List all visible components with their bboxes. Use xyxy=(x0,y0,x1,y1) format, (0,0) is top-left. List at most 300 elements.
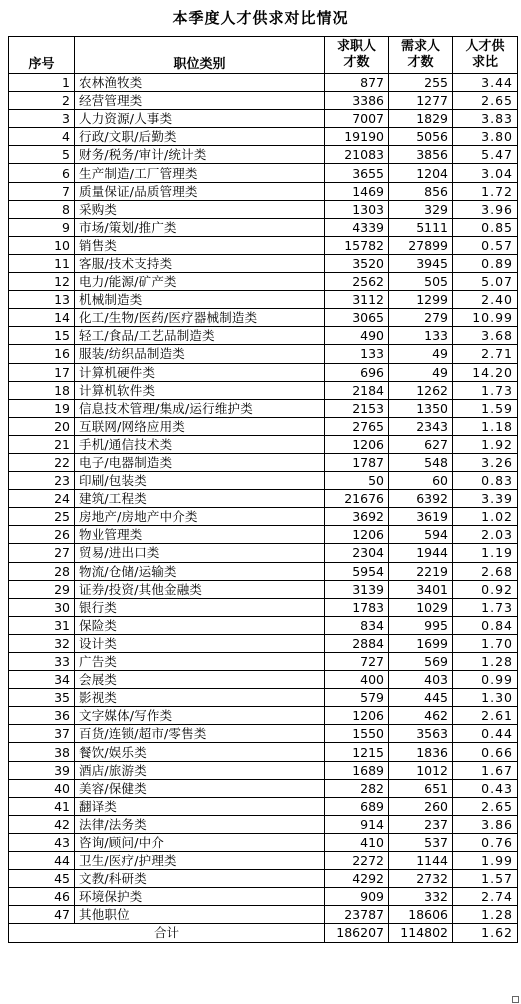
row-supply: 1206 xyxy=(325,526,389,544)
row-category: 影视类 xyxy=(75,689,325,707)
row-id: 45 xyxy=(9,870,75,888)
row-id: 37 xyxy=(9,725,75,743)
row-ratio: 2.61 xyxy=(453,707,518,725)
row-demand: 49 xyxy=(389,345,453,363)
row-supply: 834 xyxy=(325,616,389,634)
row-id: 33 xyxy=(9,653,75,671)
table-row xyxy=(9,309,518,327)
header-supply xyxy=(325,37,389,74)
table-row xyxy=(9,689,518,707)
row-category: 信息技术管理/集成/运行维护类 xyxy=(75,399,325,417)
total-label: 合计 xyxy=(9,924,325,942)
row-demand: 569 xyxy=(389,653,453,671)
table-row xyxy=(9,236,518,254)
table-row xyxy=(9,381,518,399)
row-supply: 1206 xyxy=(325,707,389,725)
row-supply: 282 xyxy=(325,779,389,797)
row-category: 其他职位 xyxy=(75,906,325,924)
row-supply: 23787 xyxy=(325,906,389,924)
row-demand: 445 xyxy=(389,689,453,707)
row-demand: 3856 xyxy=(389,146,453,164)
row-category: 建筑/工程类 xyxy=(75,490,325,508)
row-id: 38 xyxy=(9,743,75,761)
row-id: 12 xyxy=(9,273,75,291)
row-id: 35 xyxy=(9,689,75,707)
row-demand: 651 xyxy=(389,779,453,797)
row-supply: 15782 xyxy=(325,236,389,254)
row-ratio: 3.44 xyxy=(453,74,518,92)
row-id: 18 xyxy=(9,381,75,399)
table-row xyxy=(9,92,518,110)
row-ratio: 0.92 xyxy=(453,580,518,598)
row-id: 36 xyxy=(9,707,75,725)
row-category: 百货/连锁/超市/零售类 xyxy=(75,725,325,743)
row-category: 文字媒体/写作类 xyxy=(75,707,325,725)
row-id: 8 xyxy=(9,200,75,218)
row-category: 人力资源/人事类 xyxy=(75,110,325,128)
row-demand: 49 xyxy=(389,363,453,381)
row-ratio: 1.28 xyxy=(453,906,518,924)
row-id: 17 xyxy=(9,363,75,381)
total-ratio: 1.62 xyxy=(453,924,518,942)
row-id: 41 xyxy=(9,797,75,815)
row-demand: 3945 xyxy=(389,254,453,272)
row-ratio: 1.70 xyxy=(453,634,518,652)
row-category: 保险类 xyxy=(75,616,325,634)
row-demand: 60 xyxy=(389,472,453,490)
row-demand: 1829 xyxy=(389,110,453,128)
row-demand: 627 xyxy=(389,435,453,453)
table-row xyxy=(9,815,518,833)
row-id: 20 xyxy=(9,417,75,435)
row-id: 9 xyxy=(9,218,75,236)
row-supply: 4339 xyxy=(325,218,389,236)
row-id: 16 xyxy=(9,345,75,363)
table-row xyxy=(9,182,518,200)
row-category: 物流/仓储/运输类 xyxy=(75,562,325,580)
row-id: 25 xyxy=(9,508,75,526)
row-demand: 1944 xyxy=(389,544,453,562)
row-id: 1 xyxy=(9,74,75,92)
row-supply: 50 xyxy=(325,472,389,490)
row-category: 餐饮/娱乐类 xyxy=(75,743,325,761)
row-id: 29 xyxy=(9,580,75,598)
row-demand: 2219 xyxy=(389,562,453,580)
row-supply: 3112 xyxy=(325,291,389,309)
header-ratio-line2: 求比 xyxy=(471,55,498,70)
row-supply: 4292 xyxy=(325,870,389,888)
row-ratio: 10.99 xyxy=(453,309,518,327)
row-supply: 1550 xyxy=(325,725,389,743)
row-demand: 1299 xyxy=(389,291,453,309)
table-body xyxy=(9,74,518,924)
row-ratio: 2.65 xyxy=(453,797,518,815)
table-row xyxy=(9,544,518,562)
row-demand: 329 xyxy=(389,200,453,218)
row-supply: 2272 xyxy=(325,852,389,870)
row-ratio: 1.30 xyxy=(453,689,518,707)
supply-demand-table xyxy=(8,36,518,943)
row-id: 24 xyxy=(9,490,75,508)
row-demand: 27899 xyxy=(389,236,453,254)
row-demand: 133 xyxy=(389,327,453,345)
table-row xyxy=(9,888,518,906)
row-demand: 403 xyxy=(389,671,453,689)
row-supply: 727 xyxy=(325,653,389,671)
row-ratio: 0.99 xyxy=(453,671,518,689)
row-id: 2 xyxy=(9,92,75,110)
row-ratio: 2.03 xyxy=(453,526,518,544)
table-row xyxy=(9,653,518,671)
row-id: 13 xyxy=(9,291,75,309)
total-demand: 114802 xyxy=(389,924,453,942)
row-ratio: 1.72 xyxy=(453,182,518,200)
table-row xyxy=(9,870,518,888)
table-row xyxy=(9,797,518,815)
row-id: 44 xyxy=(9,852,75,870)
row-ratio: 1.28 xyxy=(453,653,518,671)
row-supply: 19190 xyxy=(325,128,389,146)
header-supply-line1: 求职人 xyxy=(336,39,376,54)
row-ratio: 3.68 xyxy=(453,327,518,345)
row-supply: 2884 xyxy=(325,634,389,652)
row-category: 客服/技术支持类 xyxy=(75,254,325,272)
row-demand: 2343 xyxy=(389,417,453,435)
row-id: 46 xyxy=(9,888,75,906)
row-demand: 260 xyxy=(389,797,453,815)
table-row xyxy=(9,906,518,924)
header-supply-line2: 才数 xyxy=(343,55,370,70)
row-ratio: 5.47 xyxy=(453,146,518,164)
row-id: 3 xyxy=(9,110,75,128)
row-supply: 1303 xyxy=(325,200,389,218)
row-ratio: 1.99 xyxy=(453,852,518,870)
row-category: 咨询/顾问/中介 xyxy=(75,833,325,851)
row-category: 采购类 xyxy=(75,200,325,218)
row-id: 10 xyxy=(9,236,75,254)
row-ratio: 14.20 xyxy=(453,363,518,381)
row-ratio: 0.66 xyxy=(453,743,518,761)
row-demand: 1836 xyxy=(389,743,453,761)
row-supply: 1206 xyxy=(325,435,389,453)
row-category: 法律/法务类 xyxy=(75,815,325,833)
row-category: 物业管理类 xyxy=(75,526,325,544)
row-ratio: 0.57 xyxy=(453,236,518,254)
row-category: 财务/税务/审计/统计类 xyxy=(75,146,325,164)
table-row xyxy=(9,453,518,471)
row-demand: 594 xyxy=(389,526,453,544)
header-demand-line1: 需求人 xyxy=(400,39,440,54)
header-id: 序号 xyxy=(9,37,75,74)
row-supply: 1469 xyxy=(325,182,389,200)
table-row xyxy=(9,128,518,146)
row-demand: 3563 xyxy=(389,725,453,743)
row-supply: 21083 xyxy=(325,146,389,164)
row-demand: 1012 xyxy=(389,761,453,779)
table-row xyxy=(9,254,518,272)
table-row xyxy=(9,200,518,218)
row-demand: 1029 xyxy=(389,598,453,616)
table-header-row xyxy=(9,37,518,74)
row-ratio: 0.85 xyxy=(453,218,518,236)
row-demand: 5111 xyxy=(389,218,453,236)
row-id: 43 xyxy=(9,833,75,851)
row-demand: 6392 xyxy=(389,490,453,508)
page-title: 本季度人才供求对比情况 xyxy=(172,9,349,27)
row-category: 美容/保健类 xyxy=(75,779,325,797)
row-id: 31 xyxy=(9,616,75,634)
table-row xyxy=(9,291,518,309)
row-id: 22 xyxy=(9,453,75,471)
row-supply: 696 xyxy=(325,363,389,381)
row-ratio: 0.76 xyxy=(453,833,518,851)
table-row xyxy=(9,616,518,634)
table-row xyxy=(9,580,518,598)
row-category: 机械制造类 xyxy=(75,291,325,309)
table-row xyxy=(9,490,518,508)
table-row xyxy=(9,598,518,616)
row-ratio: 0.84 xyxy=(453,616,518,634)
table-row xyxy=(9,852,518,870)
row-category: 设计类 xyxy=(75,634,325,652)
row-supply: 400 xyxy=(325,671,389,689)
table-row xyxy=(9,526,518,544)
row-category: 农林渔牧类 xyxy=(75,74,325,92)
table-row xyxy=(9,146,518,164)
row-category: 行政/文职/后勤类 xyxy=(75,128,325,146)
header-demand xyxy=(389,37,453,74)
row-demand: 237 xyxy=(389,815,453,833)
row-ratio: 2.68 xyxy=(453,562,518,580)
row-supply: 3692 xyxy=(325,508,389,526)
row-ratio: 0.44 xyxy=(453,725,518,743)
row-category: 质量保证/品质管理类 xyxy=(75,182,325,200)
table-row xyxy=(9,363,518,381)
row-supply: 689 xyxy=(325,797,389,815)
row-category: 计算机硬件类 xyxy=(75,363,325,381)
row-demand: 2732 xyxy=(389,870,453,888)
row-supply: 3065 xyxy=(325,309,389,327)
row-demand: 1144 xyxy=(389,852,453,870)
row-ratio: 1.57 xyxy=(453,870,518,888)
resize-handle[interactable] xyxy=(512,996,519,1003)
row-category: 翻译类 xyxy=(75,797,325,815)
row-demand: 548 xyxy=(389,453,453,471)
row-demand: 3619 xyxy=(389,508,453,526)
row-ratio: 3.80 xyxy=(453,128,518,146)
row-category: 证券/投资/其他金融类 xyxy=(75,580,325,598)
row-category: 互联网/网络应用类 xyxy=(75,417,325,435)
row-category: 会展类 xyxy=(75,671,325,689)
table-row xyxy=(9,218,518,236)
row-demand: 332 xyxy=(389,888,453,906)
row-ratio: 0.89 xyxy=(453,254,518,272)
row-ratio: 1.18 xyxy=(453,417,518,435)
row-supply: 490 xyxy=(325,327,389,345)
row-category: 环境保护类 xyxy=(75,888,325,906)
row-ratio: 3.26 xyxy=(453,453,518,471)
row-supply: 133 xyxy=(325,345,389,363)
row-id: 34 xyxy=(9,671,75,689)
row-category: 经营管理类 xyxy=(75,92,325,110)
row-ratio: 1.92 xyxy=(453,435,518,453)
row-category: 计算机软件类 xyxy=(75,381,325,399)
table-row xyxy=(9,110,518,128)
table-row xyxy=(9,435,518,453)
row-id: 40 xyxy=(9,779,75,797)
table-row xyxy=(9,345,518,363)
row-supply: 5954 xyxy=(325,562,389,580)
table-row xyxy=(9,761,518,779)
row-supply: 909 xyxy=(325,888,389,906)
table-row xyxy=(9,779,518,797)
row-category: 市场/策划/推广类 xyxy=(75,218,325,236)
row-id: 42 xyxy=(9,815,75,833)
row-supply: 1787 xyxy=(325,453,389,471)
table-row xyxy=(9,562,518,580)
row-id: 21 xyxy=(9,435,75,453)
row-ratio: 1.73 xyxy=(453,381,518,399)
table-row xyxy=(9,725,518,743)
row-supply: 2184 xyxy=(325,381,389,399)
row-ratio: 2.71 xyxy=(453,345,518,363)
row-id: 19 xyxy=(9,399,75,417)
row-id: 28 xyxy=(9,562,75,580)
row-category: 广告类 xyxy=(75,653,325,671)
table-row xyxy=(9,472,518,490)
table-row xyxy=(9,74,518,92)
row-demand: 505 xyxy=(389,273,453,291)
row-category: 电子/电器制造类 xyxy=(75,453,325,471)
row-id: 27 xyxy=(9,544,75,562)
table-row xyxy=(9,273,518,291)
row-category: 生产制造/工厂管理类 xyxy=(75,164,325,182)
row-category: 手机/通信技术类 xyxy=(75,435,325,453)
row-demand: 856 xyxy=(389,182,453,200)
row-demand: 995 xyxy=(389,616,453,634)
header-category: 职位类别 xyxy=(75,37,325,74)
row-id: 39 xyxy=(9,761,75,779)
row-supply: 579 xyxy=(325,689,389,707)
row-supply: 2765 xyxy=(325,417,389,435)
row-demand: 1204 xyxy=(389,164,453,182)
row-id: 32 xyxy=(9,634,75,652)
table-row xyxy=(9,399,518,417)
table-row xyxy=(9,671,518,689)
row-category: 酒店/旅游类 xyxy=(75,761,325,779)
row-ratio: 2.74 xyxy=(453,888,518,906)
row-id: 7 xyxy=(9,182,75,200)
row-supply: 2562 xyxy=(325,273,389,291)
row-demand: 5056 xyxy=(389,128,453,146)
table-row xyxy=(9,327,518,345)
table-row xyxy=(9,707,518,725)
row-id: 6 xyxy=(9,164,75,182)
row-demand: 3401 xyxy=(389,580,453,598)
row-category: 化工/生物/医药/医疗器械制造类 xyxy=(75,309,325,327)
header-ratio xyxy=(453,37,518,74)
row-supply: 2153 xyxy=(325,399,389,417)
total-row xyxy=(9,924,518,942)
row-ratio: 3.04 xyxy=(453,164,518,182)
row-ratio: 1.73 xyxy=(453,598,518,616)
header-ratio-line1: 人才供 xyxy=(465,39,505,54)
row-demand: 1350 xyxy=(389,399,453,417)
row-demand: 18606 xyxy=(389,906,453,924)
row-ratio: 0.43 xyxy=(453,779,518,797)
row-id: 30 xyxy=(9,598,75,616)
total-supply: 186207 xyxy=(325,924,389,942)
row-supply: 3520 xyxy=(325,254,389,272)
table-row xyxy=(9,743,518,761)
row-supply: 1689 xyxy=(325,761,389,779)
row-category: 房地产/房地产中介类 xyxy=(75,508,325,526)
row-category: 印刷/包装类 xyxy=(75,472,325,490)
table-row xyxy=(9,417,518,435)
row-id: 47 xyxy=(9,906,75,924)
row-category: 卫生/医疗/护理类 xyxy=(75,852,325,870)
row-id: 23 xyxy=(9,472,75,490)
row-supply: 21676 xyxy=(325,490,389,508)
row-ratio: 2.40 xyxy=(453,291,518,309)
row-category: 销售类 xyxy=(75,236,325,254)
row-supply: 3139 xyxy=(325,580,389,598)
row-ratio: 5.07 xyxy=(453,273,518,291)
row-ratio: 1.59 xyxy=(453,399,518,417)
row-demand: 1699 xyxy=(389,634,453,652)
table-row xyxy=(9,508,518,526)
row-category: 贸易/进出口类 xyxy=(75,544,325,562)
row-demand: 462 xyxy=(389,707,453,725)
row-ratio: 2.65 xyxy=(453,92,518,110)
row-id: 14 xyxy=(9,309,75,327)
row-supply: 3655 xyxy=(325,164,389,182)
row-ratio: 0.83 xyxy=(453,472,518,490)
row-ratio: 1.02 xyxy=(453,508,518,526)
row-supply: 1783 xyxy=(325,598,389,616)
row-category: 服装/纺织品制造类 xyxy=(75,345,325,363)
row-demand: 255 xyxy=(389,74,453,92)
row-demand: 1262 xyxy=(389,381,453,399)
table-row xyxy=(9,634,518,652)
row-supply: 410 xyxy=(325,833,389,851)
row-category: 银行类 xyxy=(75,598,325,616)
row-id: 4 xyxy=(9,128,75,146)
row-id: 5 xyxy=(9,146,75,164)
header-demand-line2: 才数 xyxy=(407,55,434,70)
row-supply: 1215 xyxy=(325,743,389,761)
table-row xyxy=(9,164,518,182)
row-category: 电力/能源/矿产类 xyxy=(75,273,325,291)
row-ratio: 1.19 xyxy=(453,544,518,562)
row-category: 文教/科研类 xyxy=(75,870,325,888)
row-category: 轻工/食品/工艺品制造类 xyxy=(75,327,325,345)
row-demand: 279 xyxy=(389,309,453,327)
row-ratio: 3.86 xyxy=(453,815,518,833)
row-ratio: 3.39 xyxy=(453,490,518,508)
row-supply: 7007 xyxy=(325,110,389,128)
row-demand: 537 xyxy=(389,833,453,851)
row-ratio: 1.67 xyxy=(453,761,518,779)
row-ratio: 3.96 xyxy=(453,200,518,218)
row-supply: 914 xyxy=(325,815,389,833)
table-row xyxy=(9,833,518,851)
row-supply: 877 xyxy=(325,74,389,92)
row-id: 26 xyxy=(9,526,75,544)
row-id: 15 xyxy=(9,327,75,345)
row-supply: 3386 xyxy=(325,92,389,110)
row-demand: 1277 xyxy=(389,92,453,110)
